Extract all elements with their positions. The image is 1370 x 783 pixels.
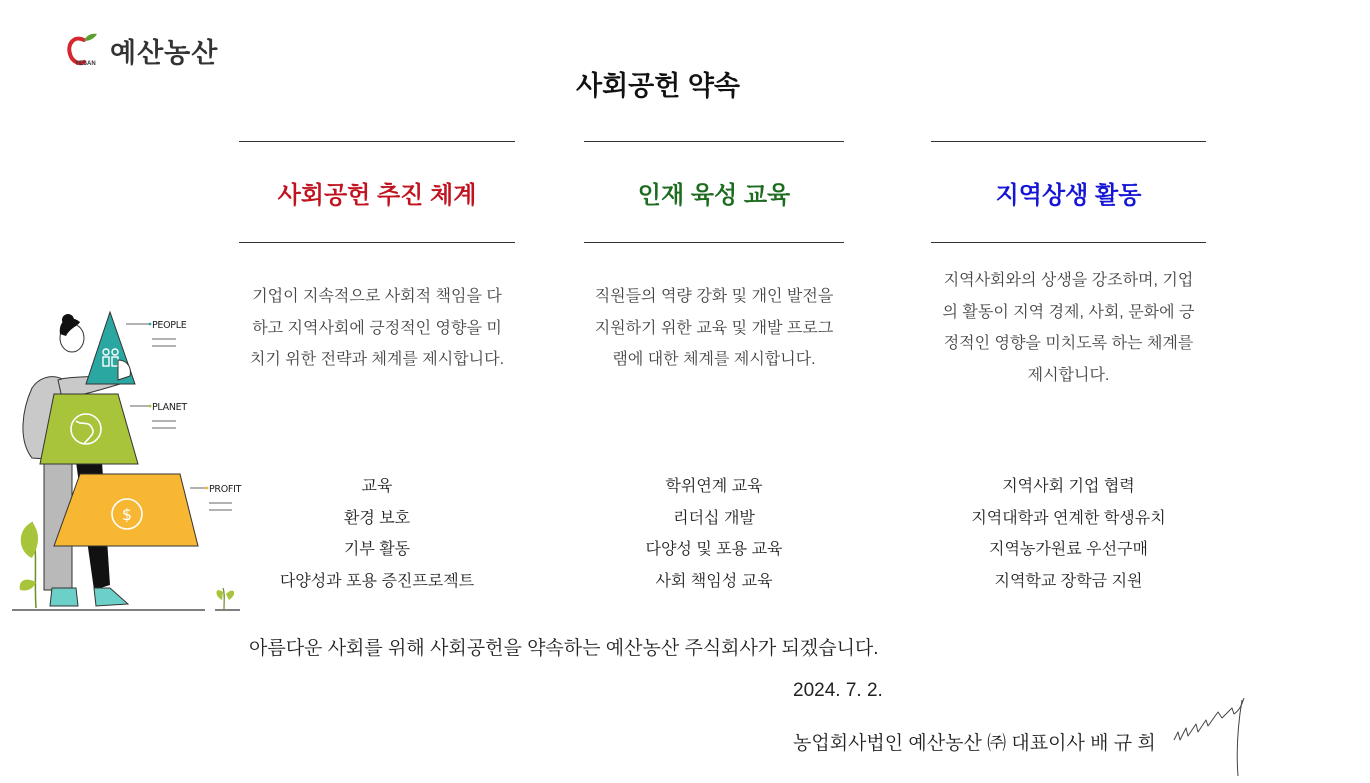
list-item: 다양성과 포용 증진프로젝트 [279, 572, 475, 590]
column-items [931, 471, 1206, 597]
column-description [931, 265, 1206, 391]
list-item: 기부 활동 [343, 541, 411, 558]
column-heading: 인재 육성 교육 [637, 181, 791, 209]
desc-line: 기업이 지속적으로 사회적 책임을 다 [252, 288, 502, 305]
desc-line: 램에 대한 체계를 제시합니다. [612, 351, 816, 368]
planet-label: PLANET [152, 402, 187, 413]
list-item: 환경 보호 [343, 509, 411, 527]
column-heading: 지역상생 활동 [995, 181, 1142, 209]
column-heading: 사회공헌 추진 체계 [277, 181, 477, 209]
handwritten-signature [1170, 694, 1250, 783]
list-item: 지역농가원료 우선구매 [988, 541, 1148, 558]
desc-line: 정적인 영향을 미치도록 하는 체계를 [943, 335, 1194, 352]
list-item: 학위연계 교육 [665, 478, 763, 495]
desc-line: 직원들의 역량 강화 및 개인 발전을 [594, 288, 834, 305]
desc-line: 치기 위한 전략과 체계를 제시합니다. [249, 351, 505, 368]
closing-statement: 아름다운 사회를 위해 사회공헌을 약속하는 예산농산 주식회사가 되겠습니다. [249, 638, 879, 659]
signer-line: 농업회사법인 예산농산 ㈜ 대표이사 배 규 희 [793, 733, 1156, 754]
list-item: 지역사회 기업 협력 [1002, 478, 1135, 495]
column-items [584, 471, 844, 597]
list-item: 리더십 개발 [673, 509, 755, 527]
list-item: 지역대학과 연계한 학생유치 [971, 509, 1166, 527]
divider [584, 242, 844, 243]
column-talent-education [584, 141, 844, 590]
document-date: 2024. 7. 2. [793, 680, 883, 701]
profit-label: PROFIT [209, 484, 242, 495]
column-description [239, 281, 515, 376]
logo-subtitle: YESAN [75, 61, 96, 67]
logo-text: 예산농산 [110, 38, 219, 68]
list-item: 교육 [361, 478, 393, 495]
list-item: 사회 책임성 교육 [655, 572, 773, 590]
column-promotion-system [239, 141, 515, 590]
svg-text:$: $ [121, 505, 133, 524]
column-description [584, 281, 844, 376]
desc-line: 하고 지역사회에 긍정적인 영향을 미 [252, 319, 502, 337]
column-regional-cooperation [931, 141, 1206, 590]
sustainability-illustration [10, 300, 242, 620]
divider [931, 242, 1206, 243]
desc-line: 의 활동이 지역 경제, 사회, 문화에 긍 [942, 303, 1195, 321]
list-item: 다양성 및 포용 교육 [645, 541, 783, 558]
desc-line: 지역사회와의 상생을 강조하며, 기업 [943, 272, 1194, 289]
divider [239, 242, 515, 243]
column-items [239, 471, 515, 597]
people-label: PEOPLE [152, 320, 187, 331]
desc-line: 제시합니다. [1027, 366, 1110, 384]
desc-line: 지원하기 위한 교육 및 개발 프로그 [594, 319, 834, 337]
list-item: 지역학교 장학금 지원 [994, 572, 1143, 590]
page-title: 사회공헌 약속 [576, 71, 740, 101]
